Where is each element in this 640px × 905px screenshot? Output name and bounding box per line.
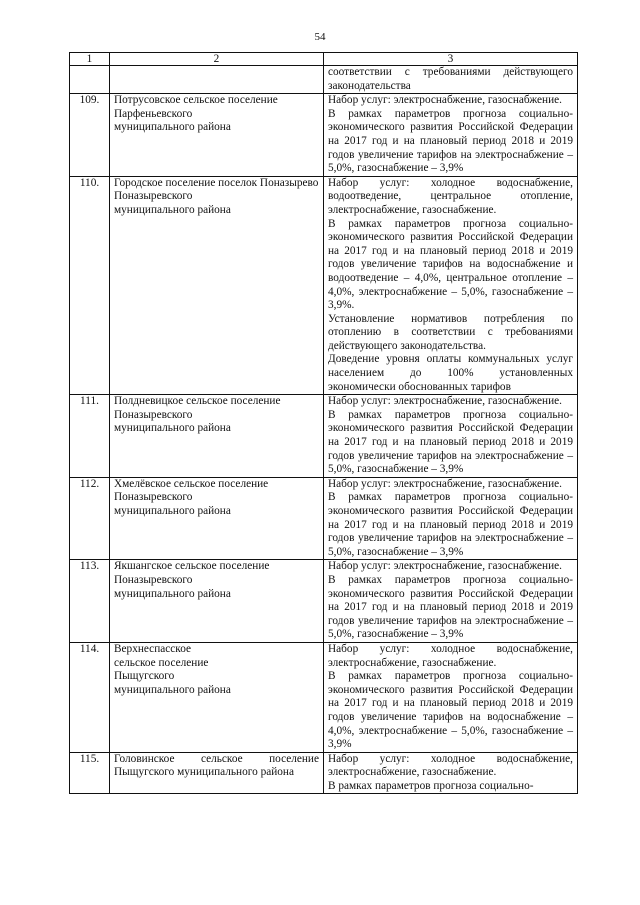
table-row (70, 395, 578, 478)
service-description (324, 66, 578, 94)
row-number: 115. (70, 752, 110, 794)
settlement-name (110, 94, 324, 177)
column-header-3: 3 (324, 53, 578, 66)
description-paragraph: В рамках параметров прогноза социально-экономического развития Российской Федерации на 2017 год и на плановый период 2018 и 2019 годов увеличение тарифов на электроснабжение – 5,0%, газоснабжение – 3,9% (328, 573, 573, 641)
settlement-name-line: сельское поселение (114, 656, 209, 669)
row-number: 110. (70, 176, 110, 395)
service-description (324, 642, 578, 752)
settlement-name-line: Полдневицкое сельское поселение (114, 395, 281, 408)
table-header-row (70, 53, 578, 66)
description-paragraph: Набор услуг: электроснабжение, газоснабжение. (328, 395, 562, 408)
settlement-name-line: муниципального района (114, 422, 231, 435)
settlement-name-line: Парфеньевского (114, 107, 193, 120)
settlement-name (110, 395, 324, 478)
row-number: 112. (70, 477, 110, 560)
description-paragraph: Доведение уровня оплаты коммунальных услуг населением до 100% установленных экономически обоснованных тарифов (328, 353, 573, 393)
table-row-continuation (70, 66, 578, 94)
description-paragraph: Набор услуг: холодное водоснабжение, водоотведение, центральное отопление, электроснабжение, газоснабжение. (328, 176, 573, 216)
description-paragraph: В рамках параметров прогноза социально- (328, 779, 534, 792)
description-paragraph: В рамках параметров прогноза социально-экономического развития Российской Федерации на 2017 год и на плановый период 2018 и 2019 годов увеличение тарифов на водоснабжение – 4,0%, электроснабжение – 5,0%, газоснабжение – 3,9% (328, 670, 573, 751)
settlement-name-line: Поназыревского (114, 491, 193, 504)
row-number (70, 66, 110, 94)
service-description (324, 752, 578, 794)
settlement-name-line: Поназыревского (114, 408, 193, 421)
settlement-name-line: Якшангское сельское поселение (114, 560, 270, 573)
settlement-name-line: Верхнеспасское (114, 642, 192, 655)
settlement-name (110, 560, 324, 643)
description-paragraph: В рамках параметров прогноза социально-экономического развития Российской Федерации на 2017 год и на плановый период 2018 и 2019 годов увеличение тарифов на электроснабжение – 5,0%, газоснабжение – 3,9% (328, 408, 573, 476)
settlement-name-line: муниципального района (114, 587, 231, 600)
table-row (70, 477, 578, 560)
settlement-name-line: муниципального района (114, 683, 231, 696)
settlement-name-line: Поназыревского (114, 573, 193, 586)
description-paragraph: В рамках параметров прогноза социально-экономического развития Российской Федерации на 2017 год и на плановый период 2018 и 2019 годов увеличение тарифов на электроснабжение – 5,0%, газоснабжение – 3,9% (328, 107, 573, 175)
service-description (324, 560, 578, 643)
table-row (70, 752, 578, 794)
tariff-table (69, 52, 578, 794)
settlement-name (110, 66, 324, 94)
table-row (70, 560, 578, 643)
service-description (324, 94, 578, 177)
description-paragraph: Набор услуг: электроснабжение, газоснабжение. (328, 560, 562, 573)
settlement-name-line: муниципального района (114, 203, 231, 216)
page-number: 54 (314, 31, 326, 43)
service-description (324, 395, 578, 478)
description-paragraph: Установление нормативов потребления по отоплению в соответствии с требованиями действующего законодательства. (328, 312, 573, 352)
settlement-name (110, 477, 324, 560)
service-description (324, 477, 578, 560)
table-row (70, 176, 578, 395)
row-number: 113. (70, 560, 110, 643)
settlement-name-line: Хмелёвское сельское поселение (114, 477, 269, 490)
settlement-name (110, 176, 324, 395)
settlement-name (110, 642, 324, 752)
row-number: 114. (70, 642, 110, 752)
settlement-name-line: муниципального района (114, 121, 231, 134)
description-paragraph: Набор услуг: электроснабжение, газоснабжение. (328, 477, 562, 490)
settlement-name-line: Поназыревского (114, 190, 193, 203)
settlement-name-line: Пыщугского (114, 670, 175, 683)
row-number: 111. (70, 395, 110, 478)
description-paragraph: Набор услуг: холодное водоснабжение, электроснабжение, газоснабжение. (328, 752, 573, 779)
table-row (70, 94, 578, 177)
description-paragraph: Набор услуг: электроснабжение, газоснабжение. (328, 94, 562, 107)
description-paragraph: Набор услуг: холодное водоснабжение, электроснабжение, газоснабжение. (328, 642, 573, 669)
description-paragraph: В рамках параметров прогноза социально-экономического развития Российской Федерации на 2017 год и на плановый период 2018 и 2019 годов увеличение тарифов на водоснабжение и водоотведение – 4,0%, центральное отопление – 4,0%, электроснабжение – 5,0%, газоснабжение – 3,9%. (328, 217, 573, 312)
table-body (70, 53, 578, 794)
table-row (70, 642, 578, 752)
settlement-name-line: Головинское сельское поселение Пыщугского муниципального района (114, 752, 319, 779)
settlement-name-line: муниципального района (114, 505, 231, 517)
settlement-name-line: Потрусовское сельское поселение (114, 94, 278, 107)
column-header-2: 2 (110, 53, 324, 66)
settlement-name (110, 752, 324, 794)
service-description (324, 176, 578, 395)
settlement-name-line: Городское поселение поселок Поназырево (114, 176, 319, 189)
row-number: 109. (70, 94, 110, 177)
description-paragraph: соответствии с требованиями действующего законодательства (328, 66, 573, 92)
column-header-1: 1 (70, 53, 110, 66)
description-paragraph: В рамках параметров прогноза социально-экономического развития Российской Федерации на 2017 год и на плановый период 2018 и 2019 годов увеличение тарифов на электроснабжение – 5,0%, газоснабжение – 3,9% (328, 491, 573, 558)
